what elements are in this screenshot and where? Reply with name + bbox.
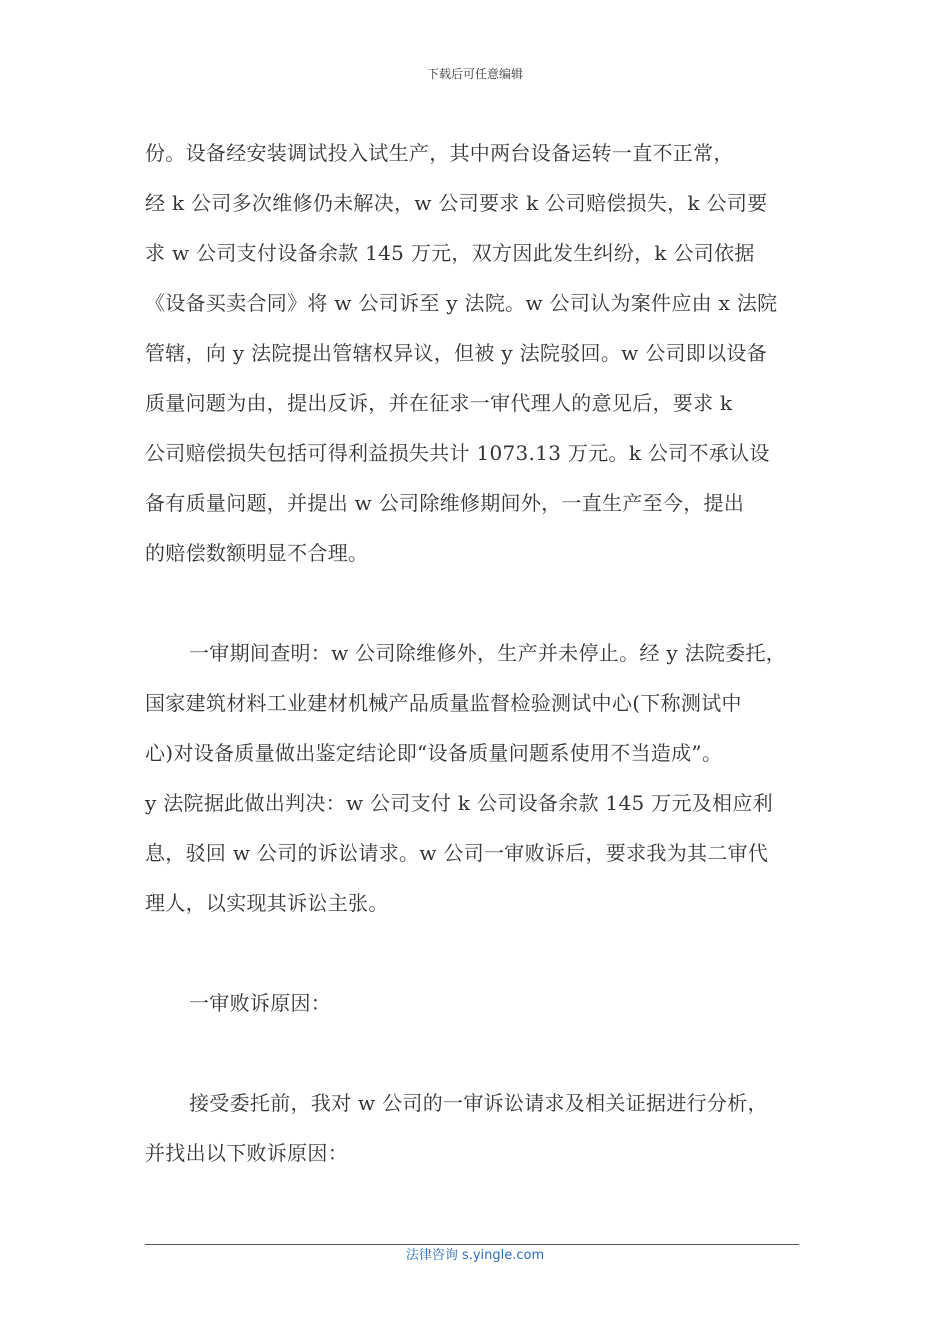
- paragraph-gap: [145, 928, 810, 978]
- document-body: [145, 128, 810, 1178]
- text-line: 管辖，向 y 法院提出管辖权异议，但被 y 法院驳回。w 公司即以设备: [145, 341, 768, 365]
- text-line: 一审期间查明：w 公司除维修外，生产并未停止。经 y 法院委托，: [189, 641, 787, 665]
- paragraph-3: [145, 1078, 810, 1178]
- text-line: 经 k 公司多次维修仍未解决，w 公司要求 k 公司赔偿损失，k 公司要: [145, 191, 768, 215]
- text-line: 心)对设备质量做出鉴定结论即“设备质量问题系使用不当造成”。: [145, 741, 723, 765]
- footer-link[interactable]: 法律咨询 s.yingle.com: [405, 1248, 545, 1263]
- footer-divider: [145, 1244, 799, 1245]
- paragraph-gap: [145, 578, 810, 628]
- text-line: 备有质量问题，并提出 w 公司除维修期间外，一直生产至今，提出: [145, 491, 745, 515]
- text-line: 公司赔偿损失包括可得利益损失共计 1073.13 万元。k 公司不承认设: [145, 441, 770, 465]
- section-heading: [145, 978, 810, 1028]
- text-line: 并找出以下败诉原因：: [145, 1141, 348, 1165]
- text-line: 的赔偿数额明显不合理。: [145, 541, 369, 565]
- text-line: 理人，以实现其诉讼主张。: [145, 891, 389, 915]
- text-line: 国家建筑材料工业建材机械产品质量监督检验测试中心(下称测试中: [145, 691, 742, 715]
- text-line: 份。设备经安装调试投入试生产，其中两台设备运转一直不正常，: [145, 141, 734, 165]
- text-line: 求 w 公司支付设备余款 145 万元，双方因此发生纠纷，k 公司依据: [145, 241, 755, 265]
- text-line: 《设备买卖合同》将 w 公司诉至 y 法院。w 公司认为案件应由 x 法院: [145, 291, 778, 315]
- page-header: 下载后可任意编辑: [426, 67, 523, 81]
- text-line: y 法院据此做出判决：w 公司支付 k 公司设备余款 145 万元及相应利: [145, 791, 773, 815]
- paragraph-gap: [145, 1028, 810, 1078]
- text-line: 质量问题为由，提出反诉，并在征求一审代理人的意见后，要求 k: [145, 391, 733, 415]
- text-line: 息，驳回 w 公司的诉讼请求。w 公司一审败诉后，要求我为其二审代: [145, 841, 769, 865]
- text-line: 接受委托前，我对 w 公司的一审诉讼请求及相关证据进行分析，: [189, 1091, 768, 1115]
- paragraph-2: [145, 628, 810, 928]
- text-line: 一审败诉原因：: [189, 991, 332, 1015]
- paragraph-1: [145, 128, 810, 578]
